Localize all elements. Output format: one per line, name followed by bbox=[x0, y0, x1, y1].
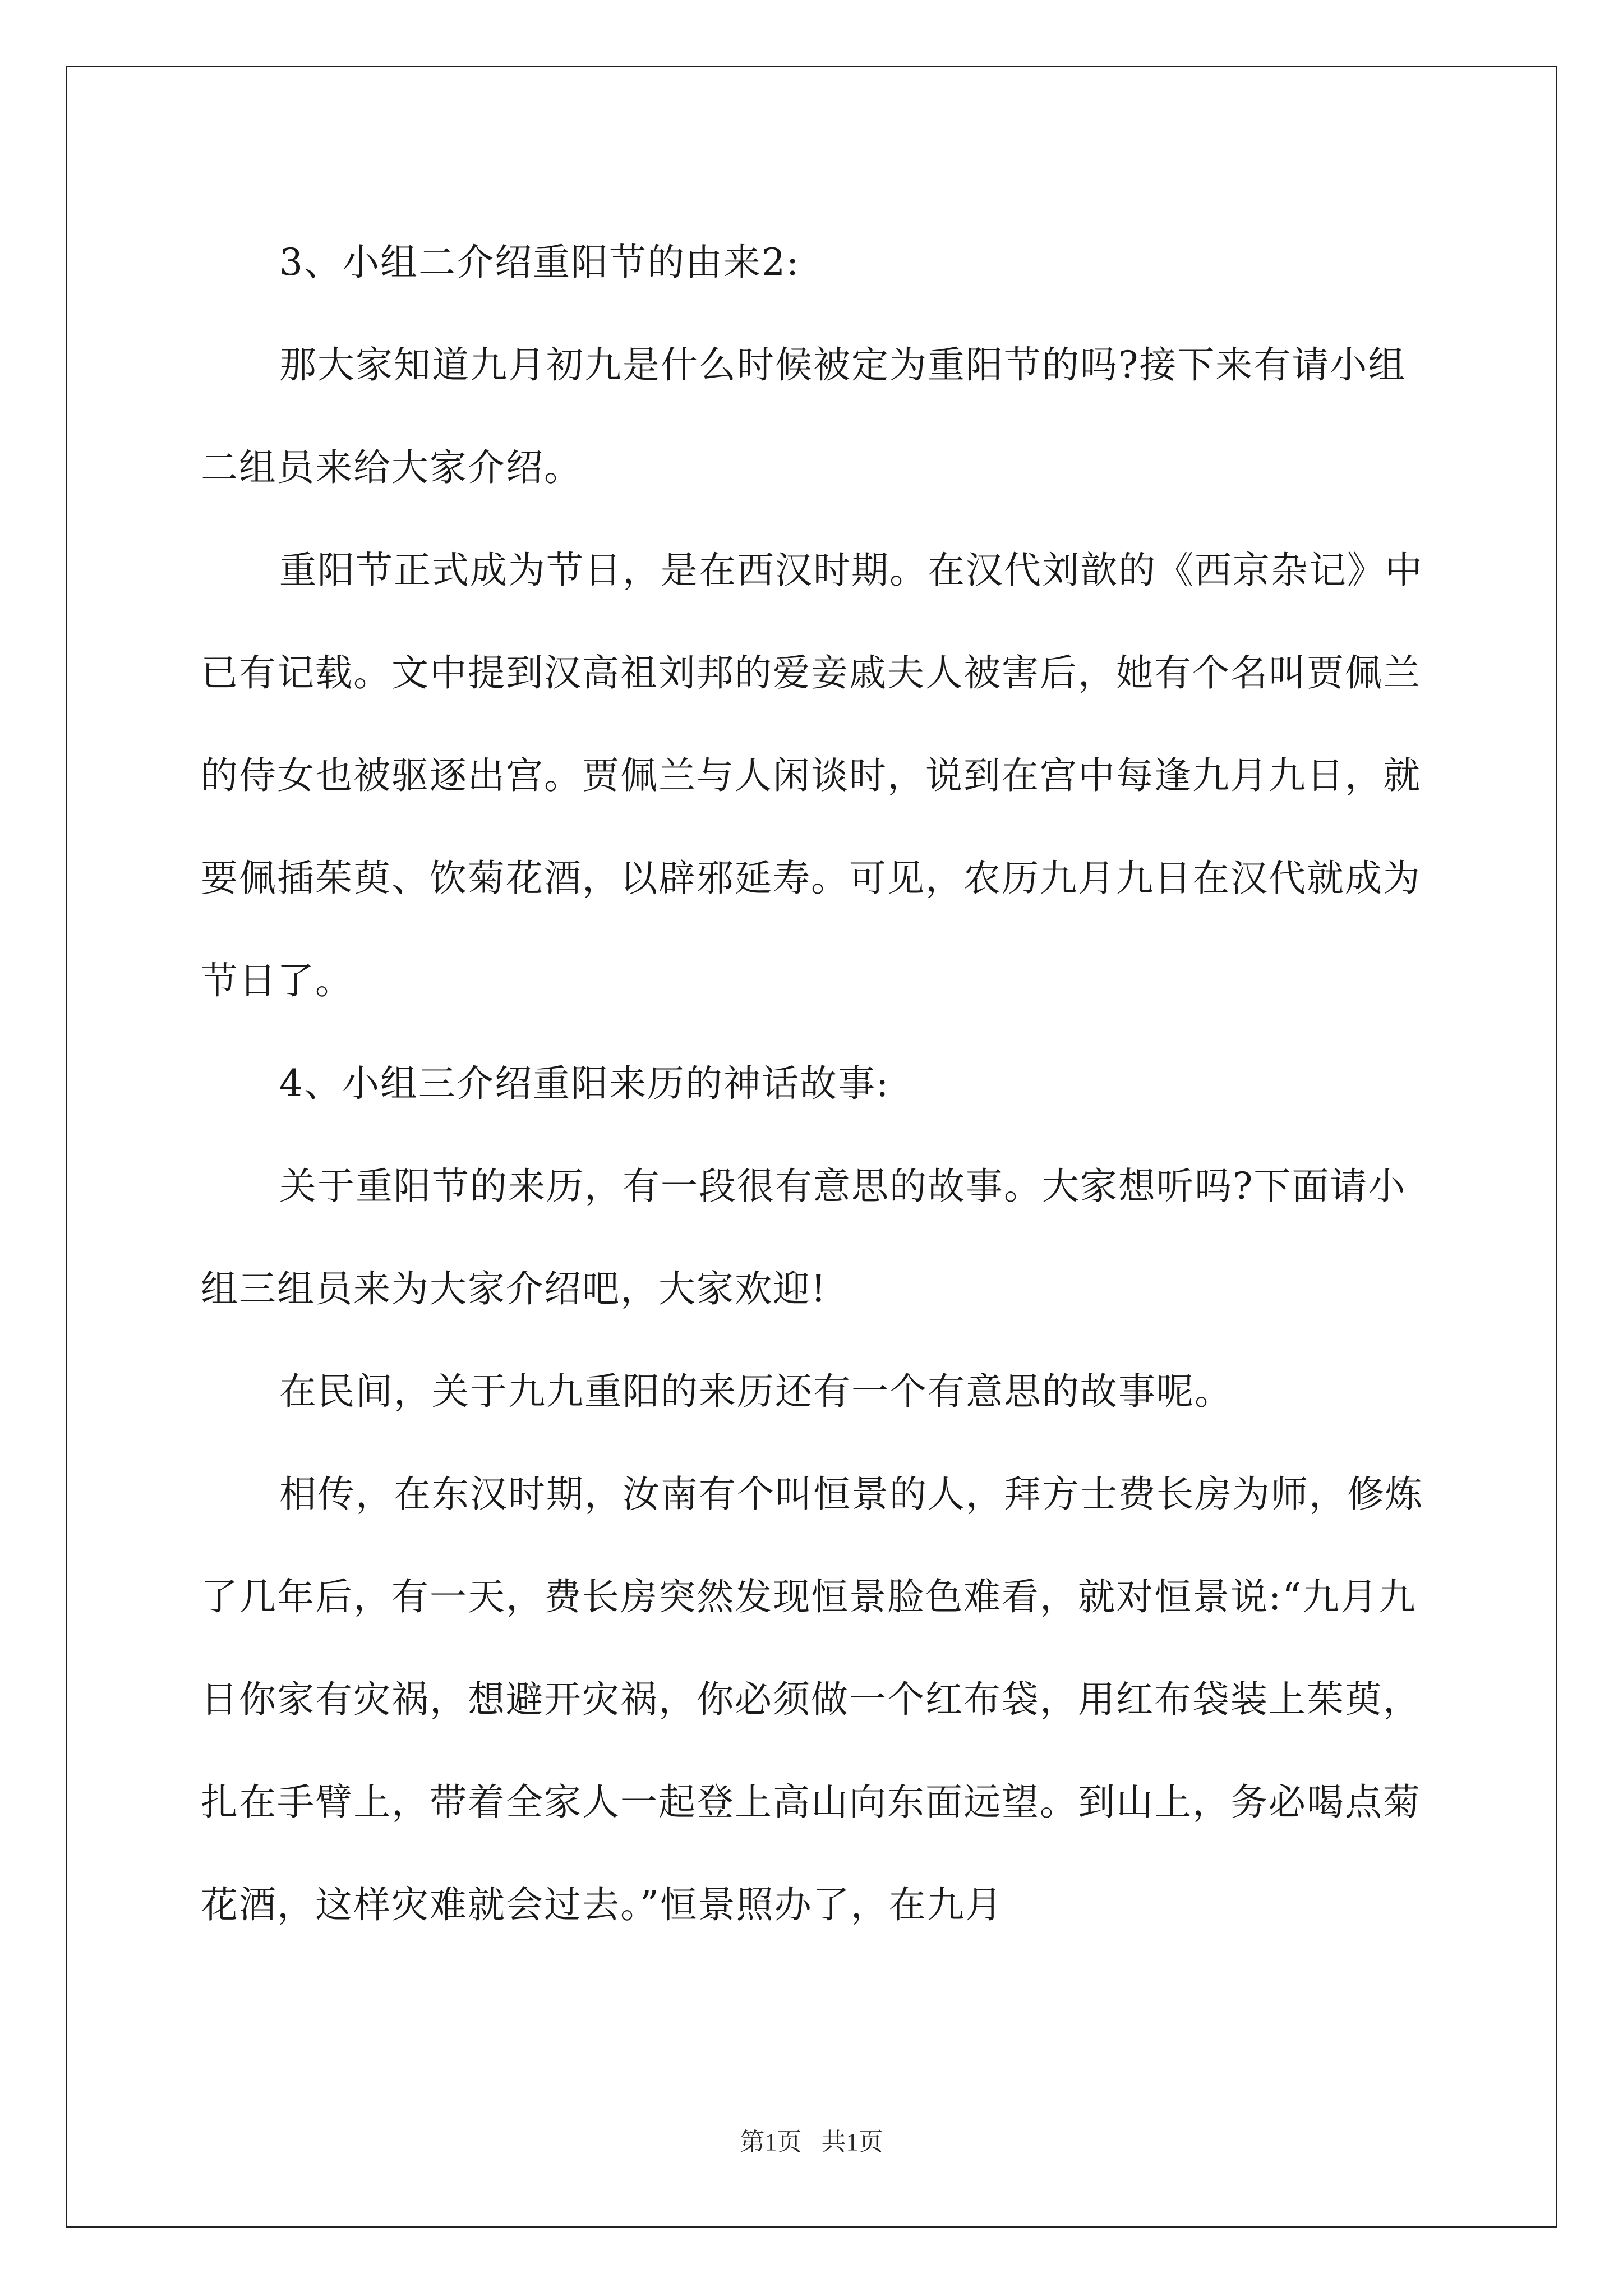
paragraph-folk-story-intro: 在民间，关于九九重阳的来历还有一个有意思的故事呢。 bbox=[279, 1370, 1233, 1413]
page-total: 共1页 bbox=[821, 2128, 883, 2156]
paragraph-intro-group-two: 那大家知道九月初九是什么时候被定为重阳节的吗?接下来有请小组二组员来给大家介绍。 bbox=[201, 343, 1407, 489]
page-footer bbox=[0, 2122, 1623, 2157]
paragraph-huan-jing-story: 相传，在东汉时期，汝南有个叫恒景的人，拜方士费长房为师，修炼了几年后，有一天，费长房突然发现恒景脸色难看，就对恒景说:“九月九日你家有灾祸，想避开灾祸，你必须做一个红布袋，用红布袋装上茱萸，扎在手臂上，带着全家人一起登上高山向东面远望。到山上，务必喝点菊花酒，这样灾难就会过去。”恒景照办了，在九月 bbox=[201, 1473, 1423, 1926]
paragraph-heading-group-two: 3、小组二介绍重阳节的由来2: bbox=[279, 241, 800, 284]
paragraph-intro-group-three: 关于重阳节的来历，有一段很有意思的故事。大家想听吗?下面请小组三组员来为大家介绍吧，大家欢迎! bbox=[201, 1165, 1407, 1310]
paragraph-heading-group-three: 4、小组三介绍重阳来历的神话故事: bbox=[279, 1062, 890, 1105]
paragraph-western-han-origin: 重阳节正式成为节日，是在西汉时期。在汉代刘歆的《西京杂记》中已有记载。文中提到汉高祖刘邦的爱妾戚夫人被害后，她有个名叫贾佩兰的侍女也被驱逐出宫。贾佩兰与人闲谈时，说到在宫中每逢九月九日，就要佩插茱萸、饮菊花酒，以辟邪延寿。可见，农历九月九日在汉代就成为节日了。 bbox=[201, 549, 1423, 1002]
document-body bbox=[201, 211, 1423, 1956]
page-number: 第1页 bbox=[740, 2128, 802, 2156]
